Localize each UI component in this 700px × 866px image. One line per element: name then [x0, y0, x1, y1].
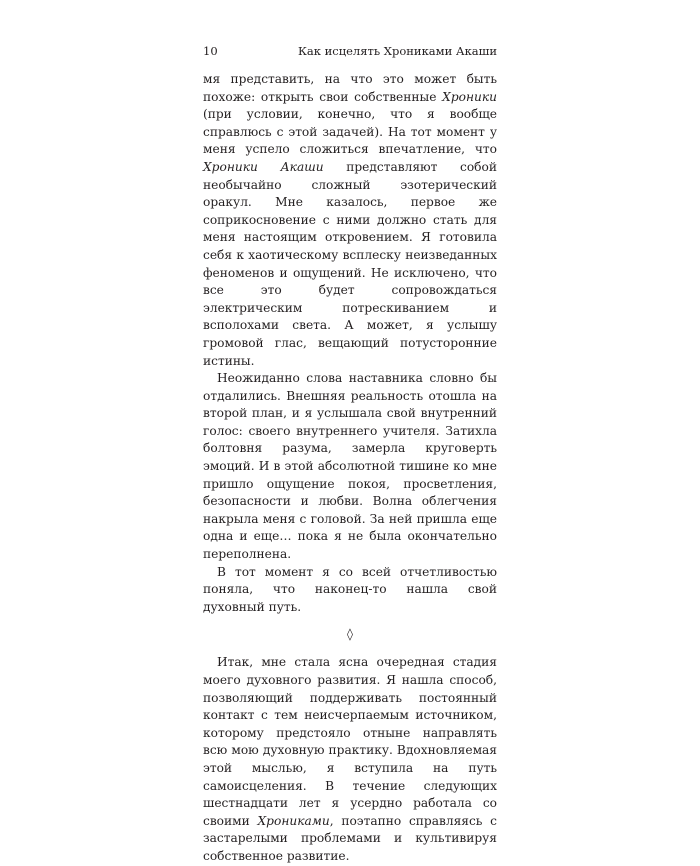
italic-text: Хроники Акаши — [203, 159, 324, 174]
page-header — [203, 41, 497, 61]
text-run: , поэтапно справляясь с застарелыми проблемами и культивируя собственное развитие. — [203, 813, 497, 863]
text-run: Неожиданно слова наставника словно бы отдалились. Внешняя реальность отошла на второй план, и я услышала свой внутренний голос: своего внутреннего учителя. Затихла болтовня разума, замерла круговерть эмоций. И в этой абсолютной тишине ко мне пришло ощущение покоя, просветления, безопасности и любви. Волна облегчения накрыла меня с головой. За ней пришла еще одна и еще… пока я не была окончательно переполнена. — [203, 371, 497, 562]
italic-text: Хроники — [442, 89, 497, 104]
paragraph — [203, 71, 497, 370]
body-text — [203, 71, 497, 866]
paragraph — [203, 370, 497, 564]
running-title: Как исцелять Хрониками Акаши — [298, 44, 497, 58]
text-run: (при условии, конечно, что я вообще справлюсь с этой задачей). На тот момент у меня успело сложиться впечатление, что — [203, 107, 497, 157]
text-run: Итак, мне стала ясна очередная стадия моего духовного развития. Я нашла способ, позволяющий поддерживать постоянный контакт с тем неисчерпаемым источником, которому предстояло отныне направлять всю мою духовную практику. Вдохновляемая этой мыслью, я вступила на путь самоисцеления. В течение следующих шестнадцати лет я усердно работала со своими — [203, 655, 497, 828]
italic-text: Хрониками — [257, 813, 330, 828]
text-run: мя представить, на что это может быть похоже: открыть свои собственные — [203, 72, 497, 104]
paragraphs-after-separator — [203, 654, 497, 865]
text-run: представляют собой необычайно сложный эзотерический оракул. Мне казалось, первое же соприкосновение с ними должно стать для меня настоящим откровением. Я готовила себя к хаотическому всплеску неизведанных феноменов и ощущений. Не исключено, что все это будет сопровождаться электрическим потрескиванием и всполохами света. А может, я услышу громовой глас, вещающий потусторонние истины. — [203, 159, 497, 368]
page-number: 10 — [203, 44, 218, 58]
section-separator: ◊ — [347, 627, 353, 642]
text-run: В тот момент я со всей отчетливостью поняла, что наконец-то нашла свой духовный путь. — [203, 564, 497, 614]
paragraphs-before-separator — [203, 71, 497, 616]
paragraph — [203, 564, 497, 617]
paragraph — [203, 654, 497, 865]
